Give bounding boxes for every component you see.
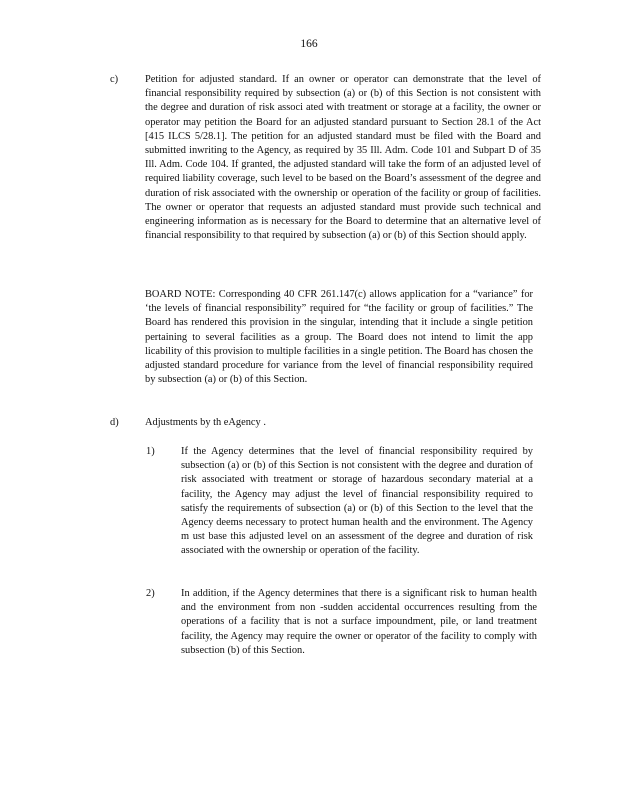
- section-d-label: d): [110, 417, 119, 428]
- item-1-paragraph: If the Agency determines that the level of financial responsibility required by subsection (a) or (b) of this Section is not consistent with the degree and duration of risk associated with treatment or storage of hazardous secondary material at a facility, the Agency may adjust the level of financial responsibility required to satisfy the requirements of subsection (a) or (b) of this Section to the level that the Agency deems necessary to protect human health and the environment. The Agency m ust base this adjusted level on an assessment of the degree and duration of risk associated with the ownership or operation of the facility.: [181, 446, 533, 557]
- item-2-paragraph: In addition, if the Agency determines that there is a significant risk to human health and the environment from non -sudden accidental occurrences resulting from the operations of a facility that is not a surface impoundment, pile, or land treatment facility, the Agency may require the owner or operator of the facility to comply with subsection (b) of this Section.: [181, 588, 537, 656]
- section-c-label: c): [110, 74, 119, 85]
- section-c-paragraph: Petition for adjusted standard. If an owner or operator can demonstrate that the level of financial responsibility required by subsection (a) or (b) of this Section is not consistent with the degree and duration of risk associ ated with treatment or storage at a facility, the owner or operator may petition the Board for an adjusted standard pursuant to Section 28.1 of the Act [415 ILCS 5/28.1]. The petition for an adjusted standard must be filed with the Board and submitted inwriting to the Agency, as required by 35 Ill. Adm. Code 101 and Subpart D of 35 Ill. Adm. Code 104. If granted, the adjusted standard will take the form of an adjusted level of required liability coverage, such level to be based on the Board’s assessment of the degree and duration of risk associated with the ownership or operation of the facility or group of facilities. The owner or operator that requests an adjusted standard must provide such technical and engineering information as is necessary for the Board to determine that an alternative level of financial responsibility to that required by subsection (a) or (b) of this Section should apply.: [145, 74, 541, 242]
- item-2-label: 2): [146, 588, 155, 599]
- section-d-heading: Adjustments by th eAgency .: [145, 417, 266, 428]
- board-note-paragraph: BOARD NOTE: Corresponding 40 CFR 261.147(c) allows application for a “variance” for ‘the levels of financial responsibility” required for “the facility or group of facilities.” The Board has rendered this provision in the singular, intending that it include a single petition pertaining to several facilities as a group. The Board does not intend to limit the app licability of this provision to multiple facilities in a single petition. The Board has chosen the adjusted standard procedure for variance from the level of financial responsibility required by subsection (a) or (b) of this Section.: [145, 289, 533, 386]
- item-1-label: 1): [146, 446, 155, 457]
- page-number: 166: [300, 38, 318, 50]
